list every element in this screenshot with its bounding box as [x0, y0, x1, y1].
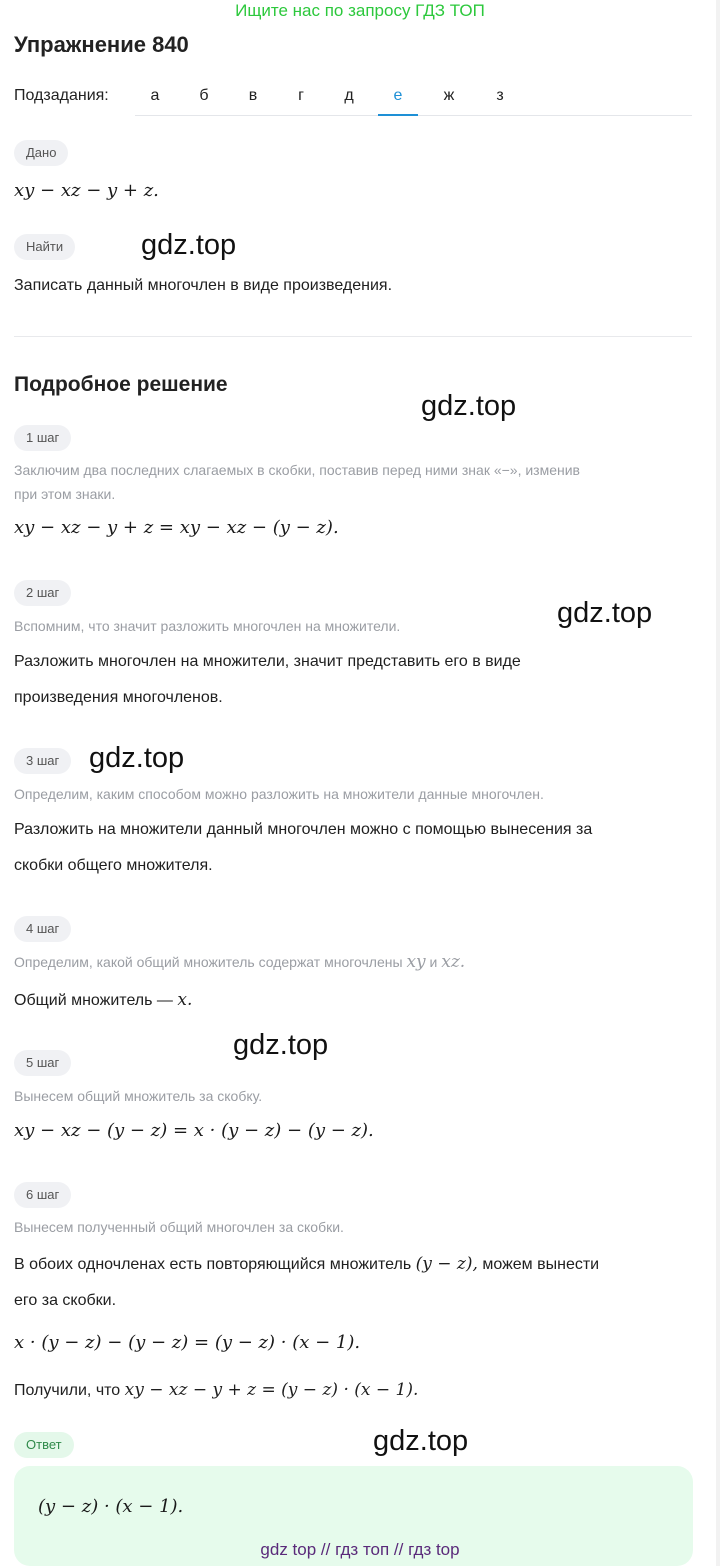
step-1-pill: 1 шаг [14, 425, 71, 451]
tab-d[interactable]: д [344, 87, 354, 104]
tab-g[interactable]: г [298, 87, 304, 104]
given-pill: Дано [14, 140, 68, 166]
footer-links[interactable]: gdz top // гдз топ // гдз top [260, 1540, 460, 1559]
step-6-text-math: (y − z), [415, 1254, 478, 1274]
watermark: gdz.top [89, 742, 185, 774]
step-5-expression: xy − xz − (y − z) = x · (y − z) − (y − z). [14, 1120, 374, 1141]
step-3-hint: Определим, каким способом можно разложить на множители данные многочлен. [14, 786, 544, 802]
step-6-result-math: xy − xz − y + z = (y − z) · (x − 1). [124, 1380, 419, 1400]
step-6-result-label: Получили, что [14, 1382, 121, 1399]
step-6-text-line-1 [14, 1246, 694, 1283]
answer-expression: (y − z) · (x − 1). [38, 1496, 184, 1517]
step-4-text-math: x. [177, 990, 193, 1010]
search-banner: Ищите нас по запросу ГДЗ ТОП [235, 1, 485, 20]
step-5-pill: 5 шаг [14, 1050, 71, 1076]
tab-z[interactable]: з [496, 87, 504, 104]
step-3-text-line-1: Разложить на множители данный многочлен можно с помощью вынесения за [14, 821, 593, 838]
step-6-pill: 6 шаг [14, 1182, 71, 1208]
tab-b[interactable]: б [199, 87, 209, 104]
step-6-text-line-2: его за скобки. [14, 1292, 117, 1309]
step-3-pill: 3 шаг [14, 748, 71, 774]
tab-v[interactable]: в [248, 87, 258, 104]
watermark: gdz.top [557, 597, 653, 629]
step-4-hint [14, 950, 694, 974]
subtasks-label: Подзадания: [14, 87, 109, 104]
tab-a[interactable]: а [150, 87, 160, 104]
step-6-hint: Вынесем полученный общий многочлен за скобки. [14, 1219, 344, 1235]
step-4-text-label: Общий множитель — [14, 992, 173, 1009]
step-1-hint [14, 458, 694, 506]
answer-pill: Ответ [14, 1432, 74, 1458]
step-1-hint-line-2: при этом знаки. [14, 486, 116, 502]
find-text: Записать данный многочлен в виде произведения. [14, 277, 393, 294]
step-6-result [14, 1372, 694, 1409]
step-5-hint: Вынесем общий множитель за скобку. [14, 1088, 263, 1104]
step-4-pill: 4 шаг [14, 916, 71, 942]
find-pill: Найти [14, 234, 75, 260]
step-2-hint: Вспомним, что значит разложить многочлен на множители. [14, 618, 401, 634]
watermark: gdz.top [421, 390, 517, 422]
tab-e[interactable]: е [378, 78, 418, 116]
step-3-text-line-2: скобки общего множителя. [14, 857, 213, 874]
divider [14, 336, 692, 337]
watermark: gdz.top [233, 1029, 329, 1061]
step-4-hint-text: Определим, какой общий множитель содержат многочлены [14, 954, 403, 970]
step-4-hint-math-1: xy [406, 952, 426, 972]
page-title: Упражнение 840 [14, 32, 189, 57]
solution-title: Подробное решение [14, 373, 228, 396]
step-6-text-post: можем вынести [482, 1256, 600, 1273]
step-4-hint-math-2: xz. [441, 952, 466, 972]
step-6-expression: x · (y − z) − (y − z) = (y − z) · (x − 1). [14, 1332, 361, 1353]
subtask-tabs [135, 78, 692, 116]
step-1-hint-line-1: Заключим два последних слагаемых в скобки, поставив перед ними знак «−», изменив [14, 462, 580, 478]
scrollbar-track[interactable] [716, 0, 720, 1566]
step-6-text-pre: В обоих одночленах есть повторяющийся множитель [14, 1256, 412, 1273]
step-2-text-line-1: Разложить многочлен на множители, значит представить его в виде [14, 653, 521, 670]
watermark: gdz.top [141, 229, 237, 261]
step-2-text-line-2: произведения многочленов. [14, 689, 223, 706]
step-2-pill: 2 шаг [14, 580, 71, 606]
step-1-expression: xy − xz − y + z = xy − xz − (y − z). [14, 517, 339, 538]
step-4-text [14, 982, 694, 1019]
given-expression: xy − xz − y + z. [14, 180, 159, 201]
watermark: gdz.top [373, 1425, 469, 1457]
tab-zh[interactable]: ж [443, 87, 455, 104]
step-4-hint-and: и [429, 954, 438, 970]
